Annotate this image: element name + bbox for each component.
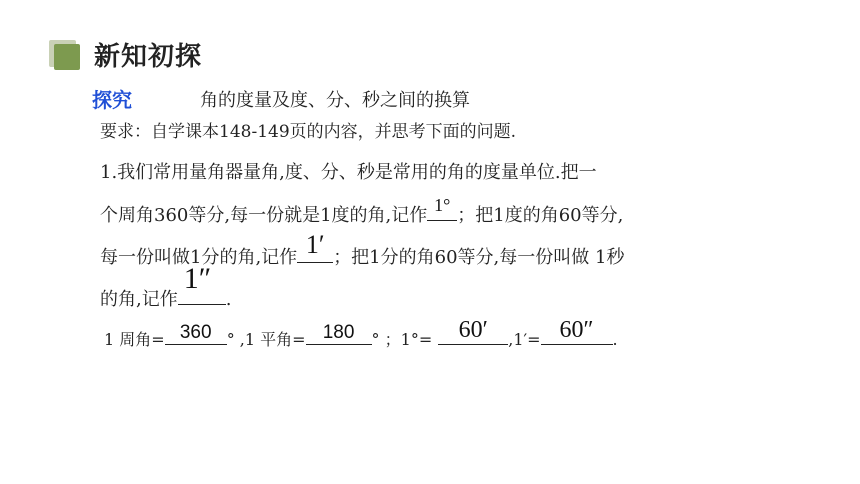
paragraph-line-3 <box>100 230 625 269</box>
degree-to-minute-answer: 60′ <box>458 317 488 343</box>
minute-to-second-blank <box>541 317 613 345</box>
line-3-text-b: ；把1分的角60等分,每一份叫做 1秒 <box>333 247 625 268</box>
degree-notation-blank <box>427 195 457 221</box>
second-notation-blank <box>178 262 226 305</box>
line-2-text-b: ；把1度的角60等分, <box>457 205 624 226</box>
degree-to-minute-blank <box>438 317 508 345</box>
line-3-text-a: 每一份叫做1分的角,记作 <box>100 247 298 268</box>
summary-line <box>104 317 618 350</box>
summary-text-2: ° ,1 平角= <box>226 330 306 349</box>
section-header <box>49 36 449 76</box>
minute-to-second-answer: 60″ <box>559 317 594 343</box>
section-badge <box>54 44 80 70</box>
summary-text-4: ,1′= <box>508 330 541 349</box>
second-notation-answer: 1″ <box>183 262 212 295</box>
line-4-text-b: . <box>225 289 232 310</box>
degree-notation-answer: 1° <box>434 195 451 215</box>
summary-text-3: ° ；1°= <box>371 330 433 349</box>
requirement-text: 要求：自学课本148-149页的内容，并思考下面的问题. <box>100 122 517 142</box>
line-2-text-a: 个周角360等分,每一份就是1度的角,记作 <box>100 205 428 226</box>
paragraph-line-4 <box>100 262 232 311</box>
summary-text-1: 1 周角= <box>104 330 165 349</box>
minute-notation-blank <box>297 230 333 263</box>
explore-label: 探究 <box>92 88 132 112</box>
line-4-text-a: 的角,记作 <box>100 289 178 310</box>
explore-topic: 角的度量及度、分、秒之间的换算 <box>200 90 470 111</box>
section-title: 新知初探 <box>94 42 203 72</box>
minute-notation-answer: 1′ <box>305 230 325 259</box>
straight-angle-answer: 180 <box>322 322 355 343</box>
summary-text-5: . <box>612 330 618 349</box>
line-1-text: 1.我们常用量角器量角,度、分、秒是常用的角的度量单位.把一 <box>100 162 597 183</box>
full-angle-blank <box>165 322 227 345</box>
straight-angle-blank <box>306 322 372 345</box>
paragraph-line-1 <box>100 158 597 184</box>
full-angle-answer: 360 <box>179 322 212 343</box>
paragraph-line-2 <box>100 195 624 227</box>
